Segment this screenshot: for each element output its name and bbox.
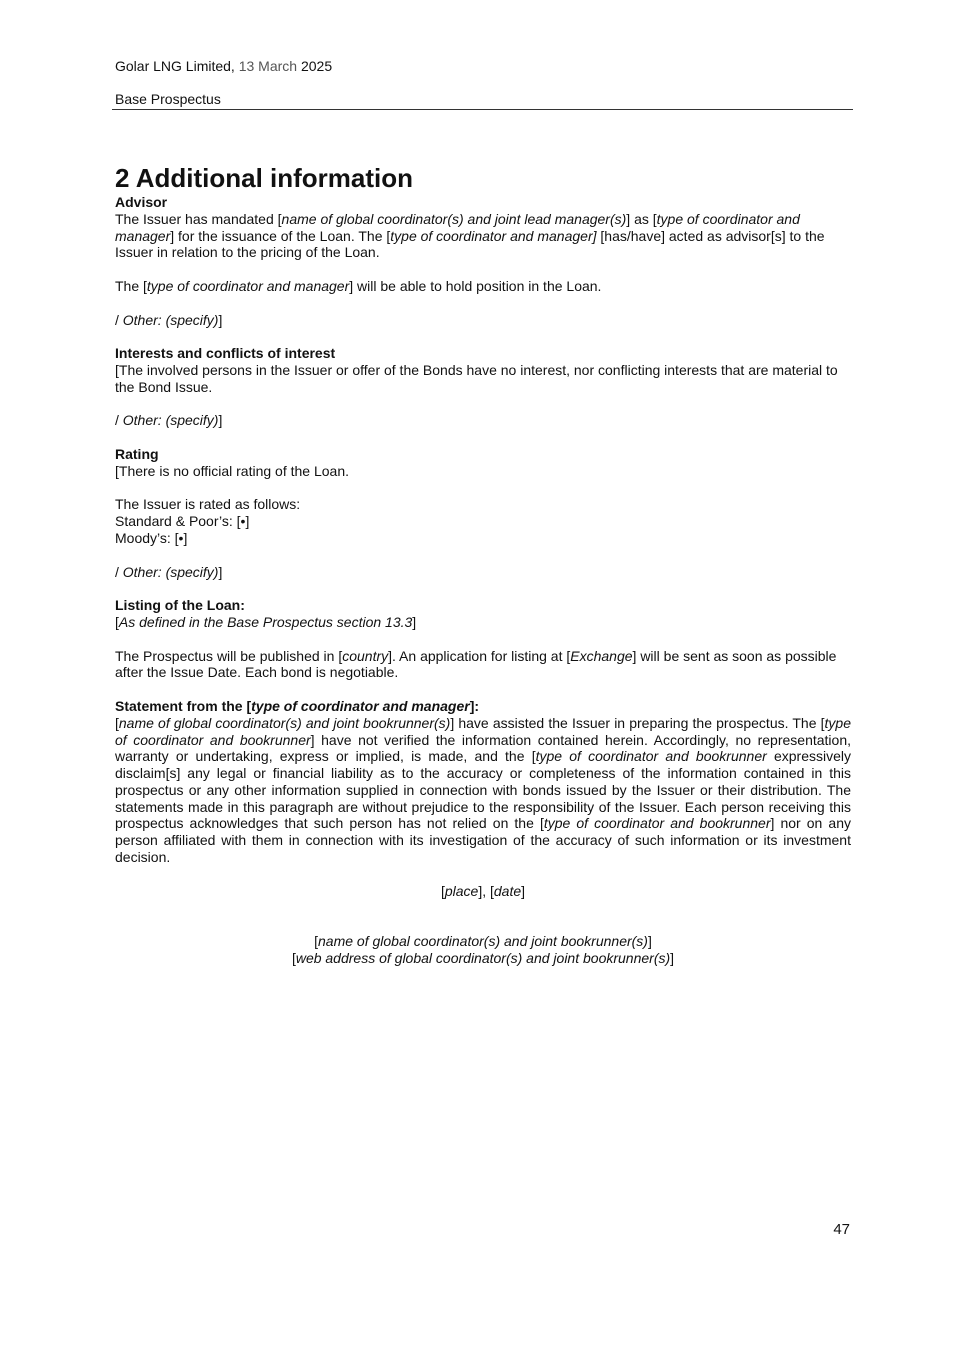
advisor-paragraph — [115, 211, 851, 261]
rating-other — [115, 564, 851, 581]
text-run: [ — [115, 714, 119, 731]
signatory-web — [115, 950, 851, 967]
text-run: [ — [440, 882, 445, 899]
text-run: ], [ — [478, 882, 494, 899]
text-run: ]. An application for listing at [ — [388, 647, 571, 664]
placeholder-text: type of coordinator and manager — [146, 277, 350, 294]
page-header — [115, 58, 853, 108]
text-run: ] nor on any person affiliated with them in connection with its investigation of the accuracy of such information or its investment decision. — [115, 815, 851, 866]
placeholder-text: Other: (specify) — [122, 311, 219, 328]
placeholder-text: As defined in the Base Prospectus section 13.3 — [118, 613, 413, 630]
placeholder-text: name of global coordinator(s) and joint bookrunner(s) — [118, 714, 451, 731]
text-run: [has/have] acted as advisor[s] to the Issuer in relation to the pricing of the Loan. — [115, 227, 825, 261]
text-run: Statement from the [ — [115, 697, 252, 714]
text-run: [ — [314, 933, 319, 950]
page-number: 47 — [833, 1221, 850, 1238]
header-company: Golar LNG Limited, — [115, 58, 235, 74]
text-run: ] will be able to hold position in the Loan. — [349, 277, 602, 294]
header-company-date — [115, 58, 853, 75]
statement-heading — [115, 698, 851, 715]
text-run: ] have not verified the information contained herein. Accordingly, no representation, warranty or undertaking, express or implied, is made, and the [ — [115, 731, 851, 765]
header-year: 2025 — [300, 58, 333, 74]
text-run: ] as [ — [626, 210, 657, 227]
placeholder-text: type of coordinator and manager — [251, 697, 470, 714]
text-run: ] — [218, 563, 223, 580]
text-run: The [ — [115, 277, 147, 294]
text-run: expressively disclaim[s] any legal or financial liability as to the accuracy or completeness of the information contained in this prospectus or any other information supplied in connection with bonds issued by the Issuer or their distribution. The statements made in this paragraph are without prejudice to the responsibility of the Issuer. Each person receiving this prospectus acknowledges that such person has not relied on the [ — [115, 748, 851, 832]
text-run: ] — [218, 311, 223, 328]
page-title: 2 Additional information — [115, 163, 414, 193]
text-run: [ — [115, 613, 119, 630]
interests-paragraph: [The involved persons in the Issuer or offer of the Bonds have no interest, nor conflicting interests that are material to the Bond Issue. — [115, 361, 838, 395]
text-run: [ — [291, 949, 296, 966]
document-body — [115, 162, 851, 967]
placeholder-text: place — [444, 882, 479, 899]
place-date-line — [115, 883, 851, 900]
header-doc-type: Base Prospectus — [115, 91, 221, 107]
placeholder-text: country — [342, 647, 389, 664]
interests-other — [115, 412, 851, 429]
listing-reference — [115, 614, 851, 631]
placeholder-text: name of global coordinator(s) and joint lead manager(s) — [281, 210, 627, 227]
signatory-name — [115, 933, 851, 950]
placeholder-text: type of coordinator and manager — [115, 210, 800, 244]
text-run: ] — [670, 949, 675, 966]
listing-paragraph — [115, 648, 851, 682]
placeholder-text: date — [493, 882, 522, 899]
statement-paragraph — [115, 715, 851, 866]
text-run: ] — [218, 412, 223, 429]
placeholder-text: type of coordinator and manager] — [390, 227, 597, 244]
text-run: The Prospectus will be published in [ — [115, 647, 343, 664]
interests-heading: Interests and conflicts of interest — [115, 345, 336, 362]
text-run: ] have assisted the Issuer in preparing the prospectus. The [ — [450, 714, 825, 731]
placeholder-text: Other: (specify) — [122, 563, 219, 580]
placeholder-text: type of coordinator and bookrunner — [543, 815, 771, 832]
signature-block — [115, 933, 851, 967]
advisor-position-paragraph — [115, 278, 851, 295]
advisor-other — [115, 312, 851, 329]
text-run: / — [115, 563, 123, 580]
text-run: The Issuer has mandated [ — [115, 210, 282, 227]
rating-moodys: Moody’s: [•] — [115, 529, 188, 546]
placeholder-text: web address of global coordinator(s) and joint bookrunner(s) — [295, 949, 671, 966]
text-run: ] for the issuance of the Loan. The [ — [170, 227, 391, 244]
text-run: ] — [521, 882, 526, 899]
placeholder-text: Other: (specify) — [122, 412, 219, 429]
text-run: / — [115, 412, 123, 429]
rating-sp: Standard & Poor’s: [•] — [115, 513, 250, 530]
text-run: ]: — [469, 697, 480, 714]
header-date: 13 March — [238, 58, 298, 74]
text-run: / — [115, 311, 123, 328]
placeholder-text: name of global coordinator(s) and joint bookrunner(s) — [318, 933, 648, 950]
rating-heading: Rating — [115, 445, 159, 462]
header-divider — [112, 109, 853, 110]
text-run: ] — [412, 613, 417, 630]
placeholder-text: Exchange — [570, 647, 633, 664]
text-run: ] — [647, 933, 652, 950]
placeholder-text: type of coordinator and bookrunner — [115, 714, 851, 748]
rating-paragraph: [There is no official rating of the Loan. — [115, 462, 349, 479]
rating-intro: The Issuer is rated as follows: — [115, 496, 301, 513]
text-run: ] will be sent as soon as possible after the Issue Date. Each bond is negotiable. — [115, 647, 837, 681]
placeholder-text: type of coordinator and bookrunner — [535, 748, 767, 765]
advisor-heading: Advisor — [115, 194, 168, 210]
listing-heading: Listing of the Loan: — [115, 597, 245, 614]
